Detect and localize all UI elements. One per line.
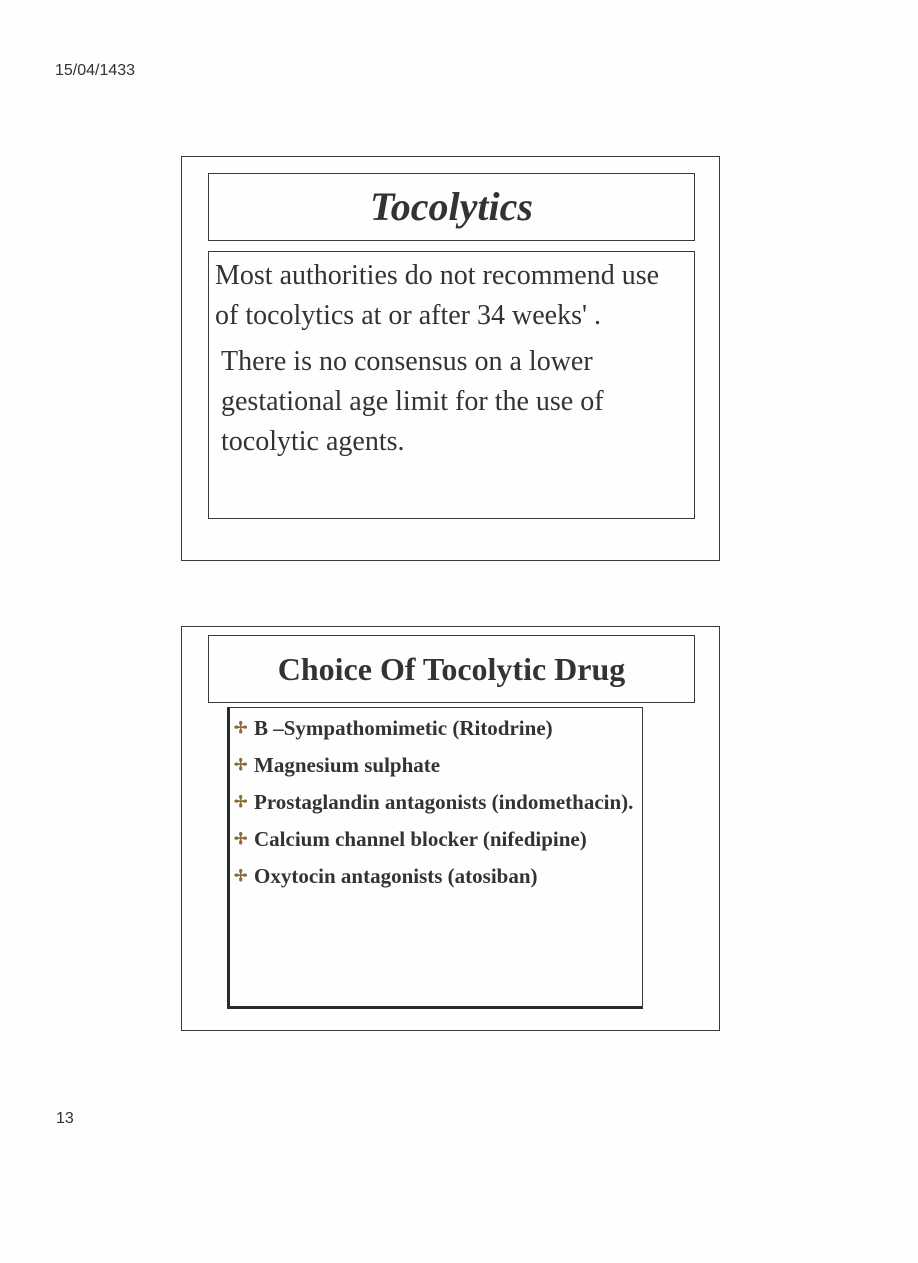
- slide-body: [208, 251, 695, 519]
- list-item: [234, 788, 638, 817]
- plus-arrow-bullet-icon: ✢: [234, 757, 248, 774]
- plus-arrow-bullet-icon: ✢: [234, 720, 248, 737]
- slide-tocolytics: [181, 156, 720, 561]
- plus-arrow-bullet-icon: ✢: [234, 831, 248, 848]
- list-item: [234, 751, 638, 780]
- plus-arrow-bullet-icon: ✢: [234, 868, 248, 885]
- list-item-text: Calcium channel blocker (nifedipine): [254, 827, 587, 851]
- slide-paragraph: Most authorities do not recommend use of tocolytics at or after 34 weeks' .: [215, 260, 660, 331]
- slide-choice-of-tocolytic-drug: [181, 626, 720, 1031]
- list-item: [234, 825, 638, 854]
- slide-title-box: [208, 173, 695, 241]
- plus-arrow-bullet-icon: ✢: [234, 794, 248, 811]
- list-item: [234, 714, 638, 743]
- list-item-text: Oxytocin antagonists (atosiban): [254, 864, 538, 888]
- slide-paragraph: There is no consensus on a lower gestational age limit for the use of tocolytic agents.: [221, 346, 604, 457]
- drug-list: [227, 707, 643, 1009]
- list-item-text: Prostaglandin antagonists (indomethacin).: [254, 790, 634, 814]
- slide-title: Tocolytics: [370, 184, 533, 229]
- page-date: 15/04/1433: [55, 62, 136, 79]
- list-item-text: B –Sympathomimetic (Ritodrine): [254, 716, 553, 740]
- list-item: [234, 862, 638, 891]
- slide-title: Choice Of Tocolytic Drug: [277, 651, 626, 687]
- page-number: 13: [56, 1110, 74, 1127]
- list-item-text: Magnesium sulphate: [254, 753, 441, 777]
- slide-title-box: [208, 635, 695, 703]
